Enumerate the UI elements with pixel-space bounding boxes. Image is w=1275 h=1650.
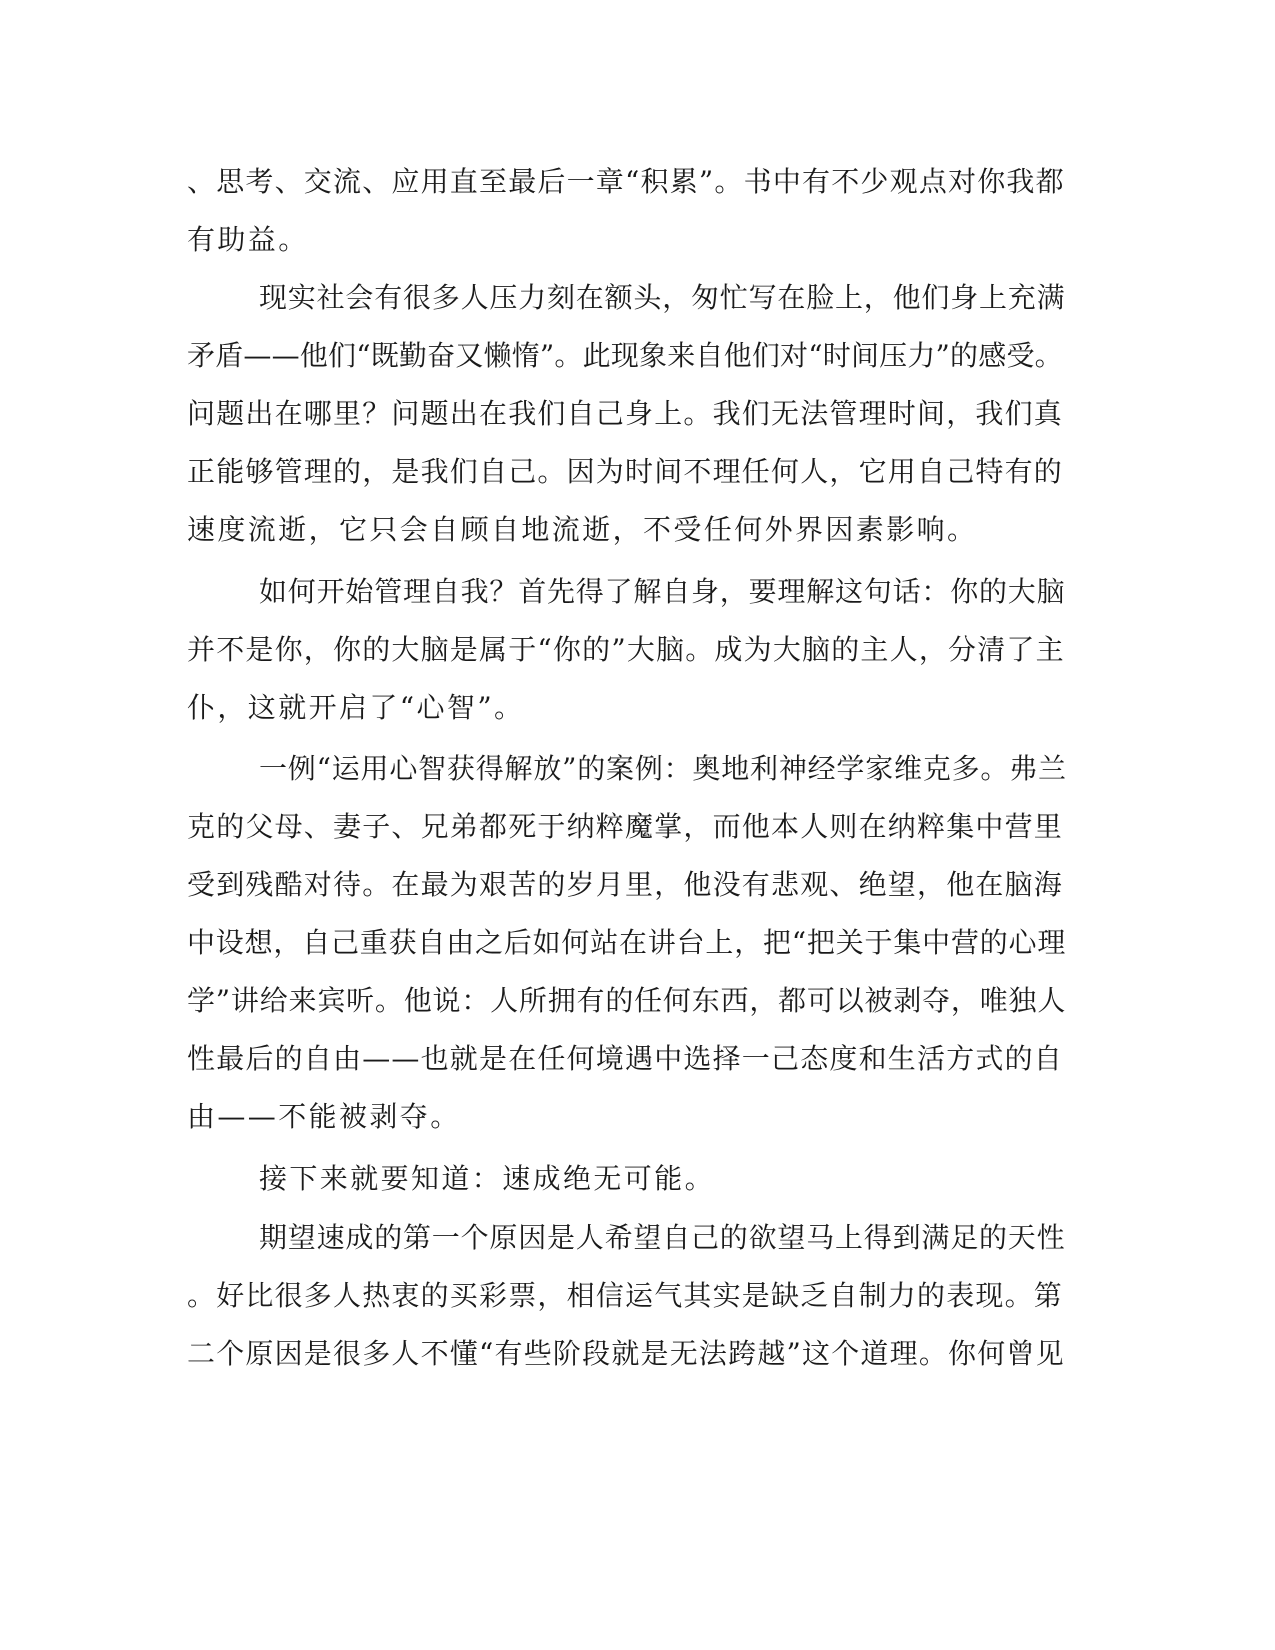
text-line: 克的父母、妻子、兄弟都死于纳粹魔掌，而他本人则在纳粹集中营里 [187, 810, 1064, 843]
paragraph-start-line: 期望速成的第一个原因是人希望自己的欲望马上得到满足的天性 [259, 1221, 1066, 1254]
text-line: 二个原因是很多人不懂“有些阶段就是无法跨越”这个道理。你何曾见 [187, 1337, 1065, 1370]
text-line: 仆，这就开启了“心智”。 [187, 691, 525, 724]
text-line: 并不是你，你的大脑是属于“你的”大脑。成为大脑的主人，分清了主 [187, 633, 1065, 666]
text-line: 矛盾——他们“既勤奋又懒惰”。此现象来自他们对“时间压力”的感受。 [187, 339, 1063, 372]
text-line: 由——不能被剥夺。 [187, 1100, 461, 1133]
text-line: 。好比很多人热衷的买彩票，相信运气其实是缺乏自制力的表现。第 [187, 1279, 1064, 1312]
text-line: 中设想，自己重获自由之后如何站在讲台上，把“把关于集中营的心理 [187, 926, 1067, 959]
text-line: 正能够管理的，是我们自己。因为时间不理任何人，它用自己特有的 [187, 455, 1064, 488]
paragraph-start-line: 如何开始管理自我？首先得了解自身，要理解这句话：你的大脑 [259, 575, 1066, 608]
text-line: 受到残酷对待。在最为艰苦的岁月里，他没有悲观、绝望，他在脑海 [187, 868, 1064, 901]
text-line: 问题出在哪里？问题出在我们自己身上。我们无法管理时间，我们真 [187, 397, 1064, 430]
paragraph-start-line: 一例“运用心智获得解放”的案例：奥地利神经学家维克多。弗兰 [259, 752, 1067, 785]
text-line: 有助益。 [187, 223, 309, 256]
text-line: 速度流逝，它只会自顾自地流逝，不受任何外界因素影响。 [187, 513, 978, 546]
text-line: 学”讲给来宾听。他说：人所拥有的任何东西，都可以被剥夺，唯独人 [187, 984, 1067, 1017]
paragraph-start-line: 接下来就要知道：速成绝无可能。 [259, 1162, 716, 1195]
paragraph-start-line: 现实社会有很多人压力刻在额头，匆忙写在脸上，他们身上充满 [259, 281, 1066, 314]
text-line: 、思考、交流、应用直至最后一章“积累”。书中有不少观点对你我都 [187, 165, 1065, 198]
text-line: 性最后的自由——也就是在任何境遇中选择一己态度和生活方式的自 [187, 1042, 1064, 1075]
